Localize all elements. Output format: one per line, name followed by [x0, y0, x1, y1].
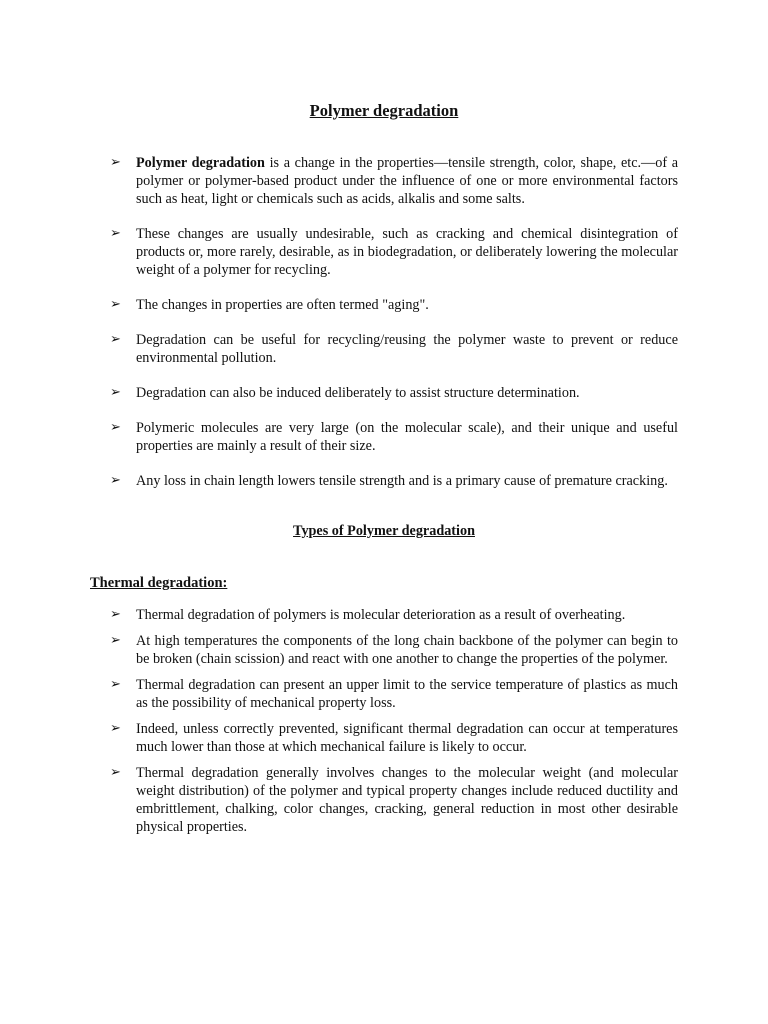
list-item: [110, 720, 678, 756]
list-item-text: At high temperatures the components of the long chain backbone of the polymer can begin to be broken (chain scission) and react with one another to change the properties of the polymer.: [136, 633, 678, 667]
list-item: [110, 225, 678, 279]
arrow-bullet-icon: ➢: [110, 765, 121, 780]
arrow-bullet-icon: ➢: [110, 385, 121, 400]
arrow-bullet-icon: ➢: [110, 420, 121, 435]
list-item: [110, 419, 678, 455]
list-item-text: The changes in properties are often termed "aging".: [136, 297, 429, 313]
thermal-bullet-list: [110, 606, 678, 836]
arrow-bullet-icon: ➢: [110, 633, 121, 648]
list-item: [110, 632, 678, 668]
arrow-bullet-icon: ➢: [110, 155, 121, 170]
list-item-text: Indeed, unless correctly prevented, significant thermal degradation can occur at temperatures much lower than those at which mechanical failure is likely to occur.: [136, 721, 678, 755]
types-heading: Types of Polymer degradation: [293, 523, 475, 539]
list-item: [110, 154, 678, 208]
list-item-text: Polymeric molecules are very large (on the molecular scale), and their unique and useful properties are mainly a result of their size.: [136, 420, 678, 454]
arrow-bullet-icon: ➢: [110, 226, 121, 241]
list-item: [110, 296, 678, 314]
list-item-text: Thermal degradation generally involves changes to the molecular weight (and molecular weight distribution) of the polymer and typical property changes include reduced ductility and embrittlement, chalking, color changes, cracking, general reduction in most other desirable physical properties.: [136, 765, 678, 835]
list-item-text: Degradation can be useful for recycling/reusing the polymer waste to prevent or reduce environmental pollution.: [136, 332, 678, 366]
list-item: [110, 606, 678, 624]
list-item-text: is a change in the properties—tensile strength, color, shape, etc.—of a polymer or polymer-based product under the influence of one or more environmental factors such as heat, light or chemicals such as acids, alkalis and some salts.: [136, 155, 678, 207]
intro-bullet-list: [110, 154, 678, 490]
list-item-text: Thermal degradation can present an upper limit to the service temperature of plastics as much as the possibility of mechanical property loss.: [136, 677, 678, 711]
list-item: [110, 384, 678, 402]
list-item: [110, 331, 678, 367]
list-item-text: These changes are usually undesirable, such as cracking and chemical disintegration of products or, more rarely, desirable, as in biodegradation, or deliberately lowering the molecular weight of a polymer for recycling.: [136, 226, 678, 278]
list-item: [110, 764, 678, 836]
list-item-text: Any loss in chain length lowers tensile strength and is a primary cause of premature cracking.: [136, 473, 668, 489]
page-title: Polymer degradation: [309, 101, 459, 120]
bold-term: Polymer degradation: [136, 155, 265, 171]
arrow-bullet-icon: ➢: [110, 721, 121, 736]
arrow-bullet-icon: ➢: [110, 332, 121, 347]
arrow-bullet-icon: ➢: [110, 607, 121, 622]
list-item-text: Degradation can also be induced deliberately to assist structure determination.: [136, 385, 580, 401]
arrow-bullet-icon: ➢: [110, 677, 121, 692]
list-item: [110, 472, 678, 490]
arrow-bullet-icon: ➢: [110, 473, 121, 488]
list-item-text: Thermal degradation of polymers is molecular deterioration as a result of overheating.: [136, 607, 626, 623]
thermal-heading: Thermal degradation:: [90, 575, 228, 591]
arrow-bullet-icon: ➢: [110, 297, 121, 312]
list-item: [110, 676, 678, 712]
